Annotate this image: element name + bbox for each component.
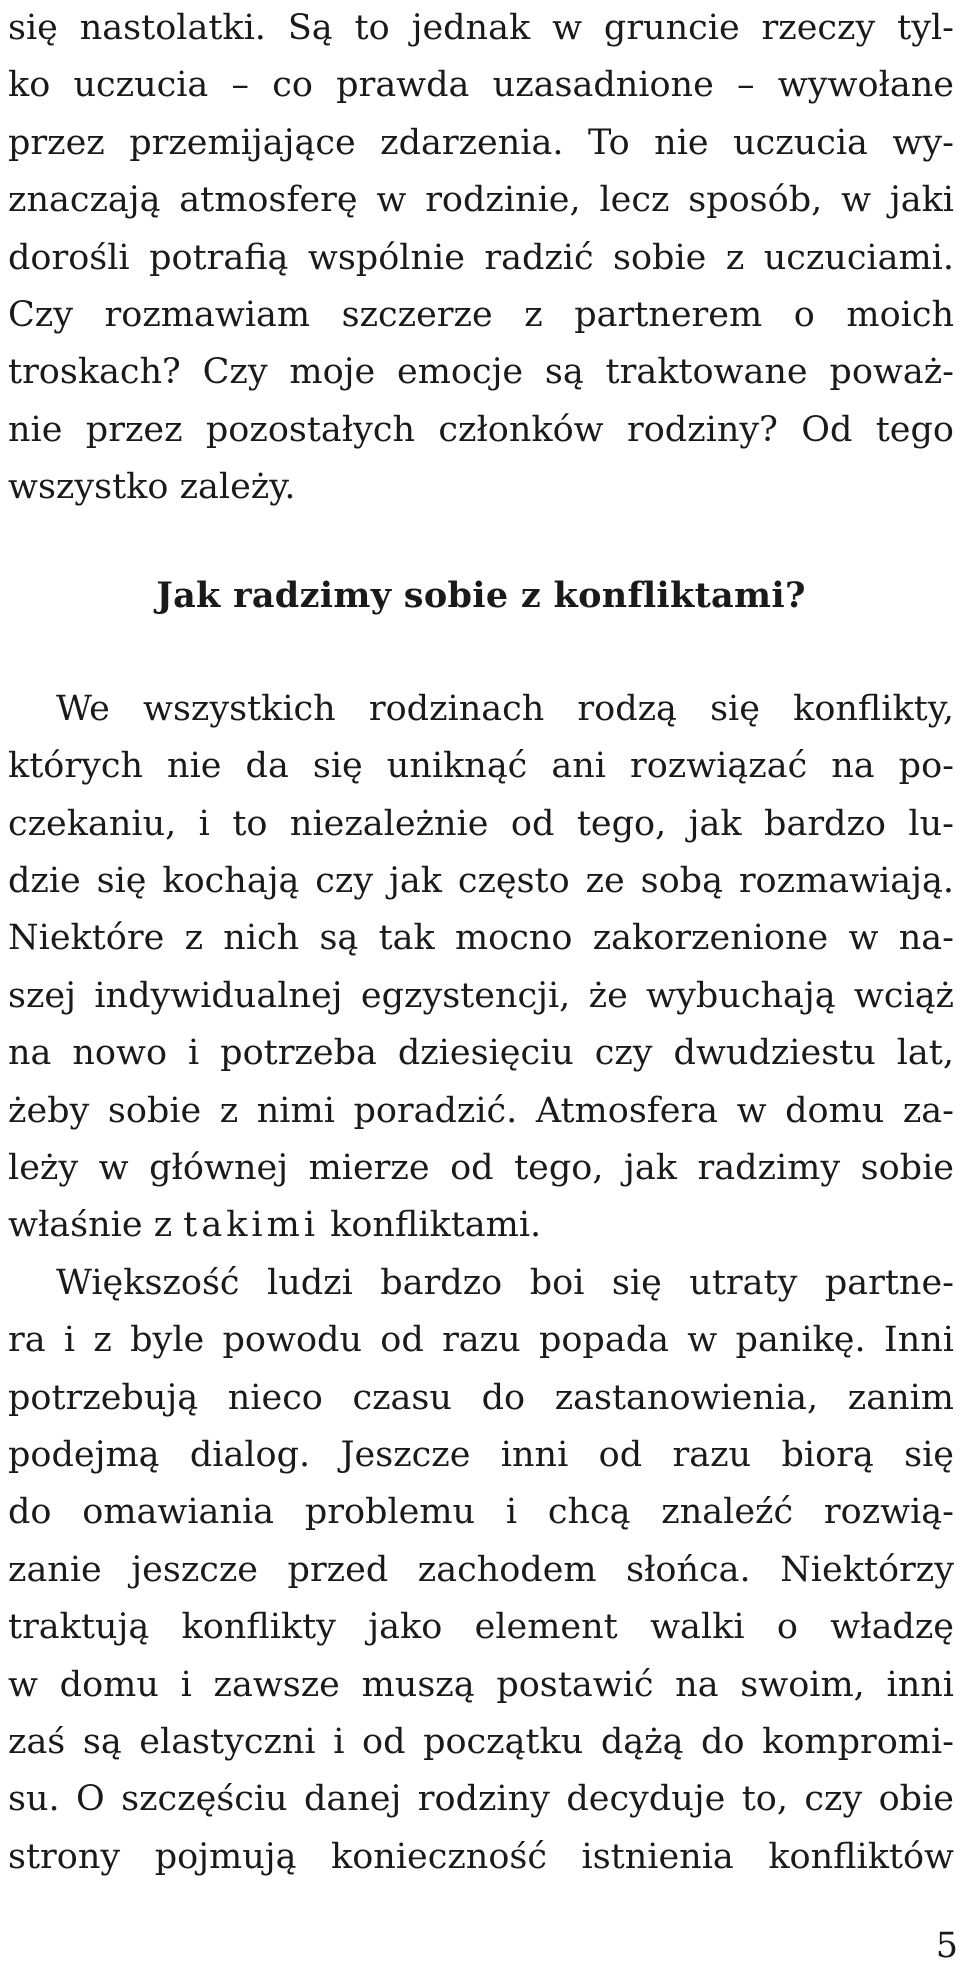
text-line: nie przez pozostałych członków rodziny? Od tego xyxy=(8,409,954,450)
text-line: zaś są elastyczni i od początku dążą do kompromi- xyxy=(8,1721,954,1762)
paragraph-1 xyxy=(8,0,954,517)
page-number: 5 xyxy=(935,1926,958,1966)
text-line: strony pojmują konieczność istnienia konfliktów xyxy=(8,1836,954,1877)
paragraph-2 xyxy=(8,681,954,1255)
text-line: podejmą dialog. Jeszcze inni od razu biorą się xyxy=(8,1434,954,1475)
paragraph-3 xyxy=(8,1255,954,1886)
text-line: traktują konflikty jako element walki o władzę xyxy=(8,1607,954,1648)
text-line: czekaniu, i to niezależnie od tego, jak bardzo lu- xyxy=(8,803,954,844)
text-line: dzie się kochają czy jak często ze sobą rozmawiają. xyxy=(8,861,954,902)
emphasized-word: takimi xyxy=(183,1205,320,1246)
text-line: leży w głównej mierze od tego, jak radzimy sobie xyxy=(8,1148,954,1189)
book-page xyxy=(8,0,954,1886)
text-line: przez przemijające zdarzenia. To nie uczucia wy- xyxy=(8,122,954,163)
text-fragment: konfliktami. xyxy=(330,1205,542,1246)
text-line: których nie da się uniknąć ani rozwiązać na po- xyxy=(8,746,954,787)
text-line xyxy=(8,1197,954,1254)
text-line: su. O szczęściu danej rodziny decyduje to, czy obie xyxy=(8,1779,954,1820)
text-line: znaczają atmosferę w rodzinie, lecz sposób, w jaki xyxy=(8,180,954,221)
text-line: troskach? Czy moje emocje są traktowane poważ- xyxy=(8,352,954,393)
text-line: w domu i zawsze muszą postawić na swoim, inni xyxy=(8,1664,954,1705)
text-line: się nastolatki. Są to jednak w gruncie rzeczy tyl- xyxy=(8,8,954,48)
text-line: na nowo i potrzeba dziesięciu czy dwudziestu lat, xyxy=(8,1033,954,1074)
text-line: wszystko zależy. xyxy=(8,467,296,508)
text-line: Niektóre z nich są tak mocno zakorzenione w na- xyxy=(8,918,954,959)
text-line: żeby sobie z nimi poradzić. Atmosfera w domu za- xyxy=(8,1090,954,1131)
text-line: We wszystkich rodzinach rodzą się konflikty, xyxy=(56,688,954,729)
text-fragment: właśnie z xyxy=(8,1205,173,1246)
text-line: potrzebują nieco czasu do zastanowienia, zanim xyxy=(8,1377,954,1418)
text-line: zanie jeszcze przed zachodem słońca. Niektórzy xyxy=(8,1549,954,1590)
text-line: ra i z byle powodu od razu popada w panikę. Inni xyxy=(8,1320,954,1361)
text-line: szej indywidualnej egzystencji, że wybuchają wciąż xyxy=(8,975,954,1016)
section-heading: Jak radzimy sobie z konfliktami? xyxy=(156,574,806,616)
text-line: Większość ludzi bardzo boi się utraty partne- xyxy=(56,1262,954,1303)
text-line: Czy rozmawiam szczerze z partnerem o moich xyxy=(8,294,954,335)
text-line: do omawiania problemu i chcą znaleźć rozwią- xyxy=(8,1492,954,1533)
text-line: dorośli potrafią wspólnie radzić sobie z uczuciami. xyxy=(8,237,954,278)
text-line: ko uczucia – co prawda uzasadnione – wywołane xyxy=(8,65,954,106)
